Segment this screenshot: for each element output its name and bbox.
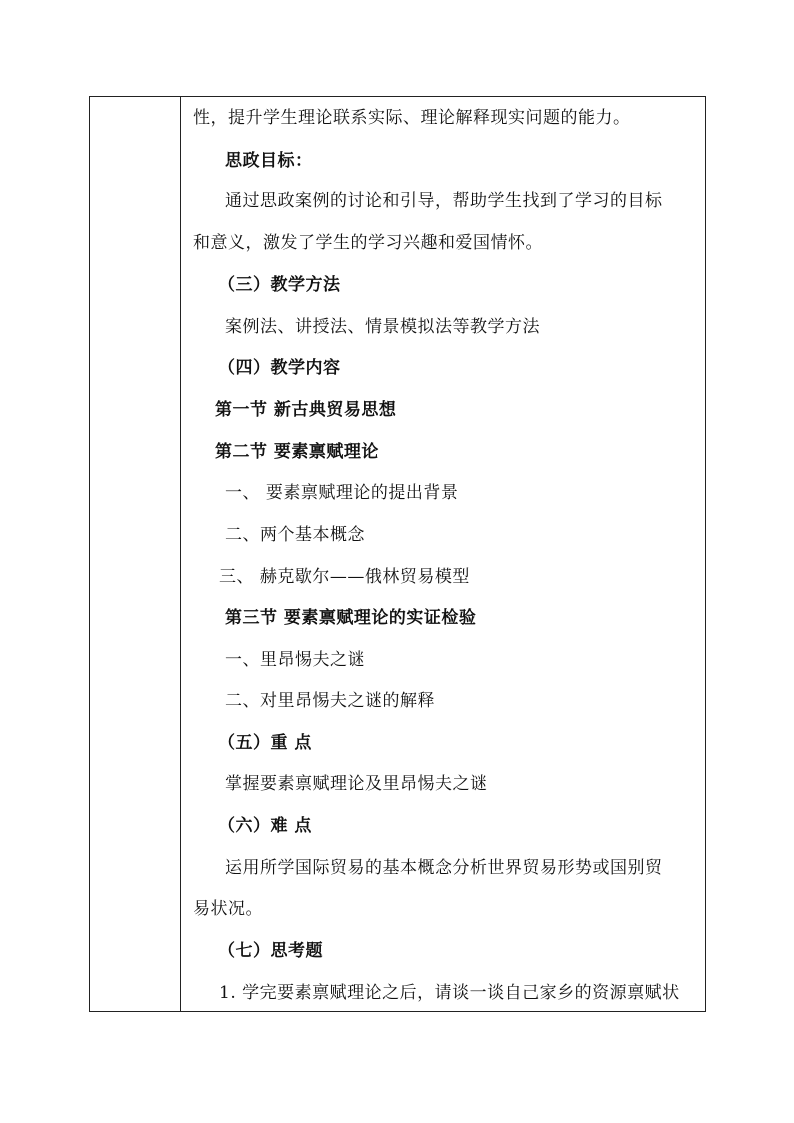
paragraph-continuation: 性，提升学生理论联系实际、理论解释现实问题的能力。 bbox=[193, 108, 631, 128]
section-3-title: 第三节 要素禀赋理论的实证检验 bbox=[225, 608, 477, 628]
ideological-goal-text-2: 和意义，激发了学生的学习兴趣和爱国情怀。 bbox=[193, 233, 543, 253]
difficult-points-text-1: 运用所学国际贸易的基本概念分析世界贸易形势或国别贸 bbox=[225, 858, 663, 878]
ideological-goal-heading: 思政目标： bbox=[225, 151, 313, 171]
questions-heading: （七）思考题 bbox=[218, 941, 323, 961]
section-3-item-1: 一、里昂惕夫之谜 bbox=[225, 650, 365, 670]
section-1-title: 第一节 新古典贸易思想 bbox=[215, 400, 397, 420]
difficult-points-text-2: 易状况。 bbox=[193, 899, 263, 919]
ideological-goal-text-1: 通过思政案例的讨论和引导，帮助学生找到了学习的目标 bbox=[225, 191, 663, 211]
column-divider bbox=[180, 97, 181, 1011]
section-2-item-1: 一、 要素禀赋理论的提出背景 bbox=[225, 483, 459, 503]
teaching-method-heading: （三）教学方法 bbox=[218, 275, 341, 295]
difficult-points-heading: （六）难 点 bbox=[218, 816, 312, 836]
question-1: 1. 学完要素禀赋理论之后，请谈一谈自己家乡的资源禀赋状 bbox=[219, 983, 680, 1003]
section-3-item-2: 二、对里昂惕夫之谜的解释 bbox=[225, 691, 435, 711]
section-2-item-2: 二、两个基本概念 bbox=[225, 525, 365, 545]
section-2-title: 第二节 要素禀赋理论 bbox=[215, 442, 379, 462]
section-2-item-3: 三、 赫克歇尔——俄林贸易模型 bbox=[219, 567, 470, 587]
key-points-heading: （五）重 点 bbox=[218, 733, 312, 753]
key-points-text: 掌握要素禀赋理论及里昂惕夫之谜 bbox=[225, 774, 488, 794]
teaching-method-text: 案例法、讲授法、情景模拟法等教学方法 bbox=[225, 317, 540, 337]
teaching-content-heading: （四）教学内容 bbox=[218, 358, 341, 378]
